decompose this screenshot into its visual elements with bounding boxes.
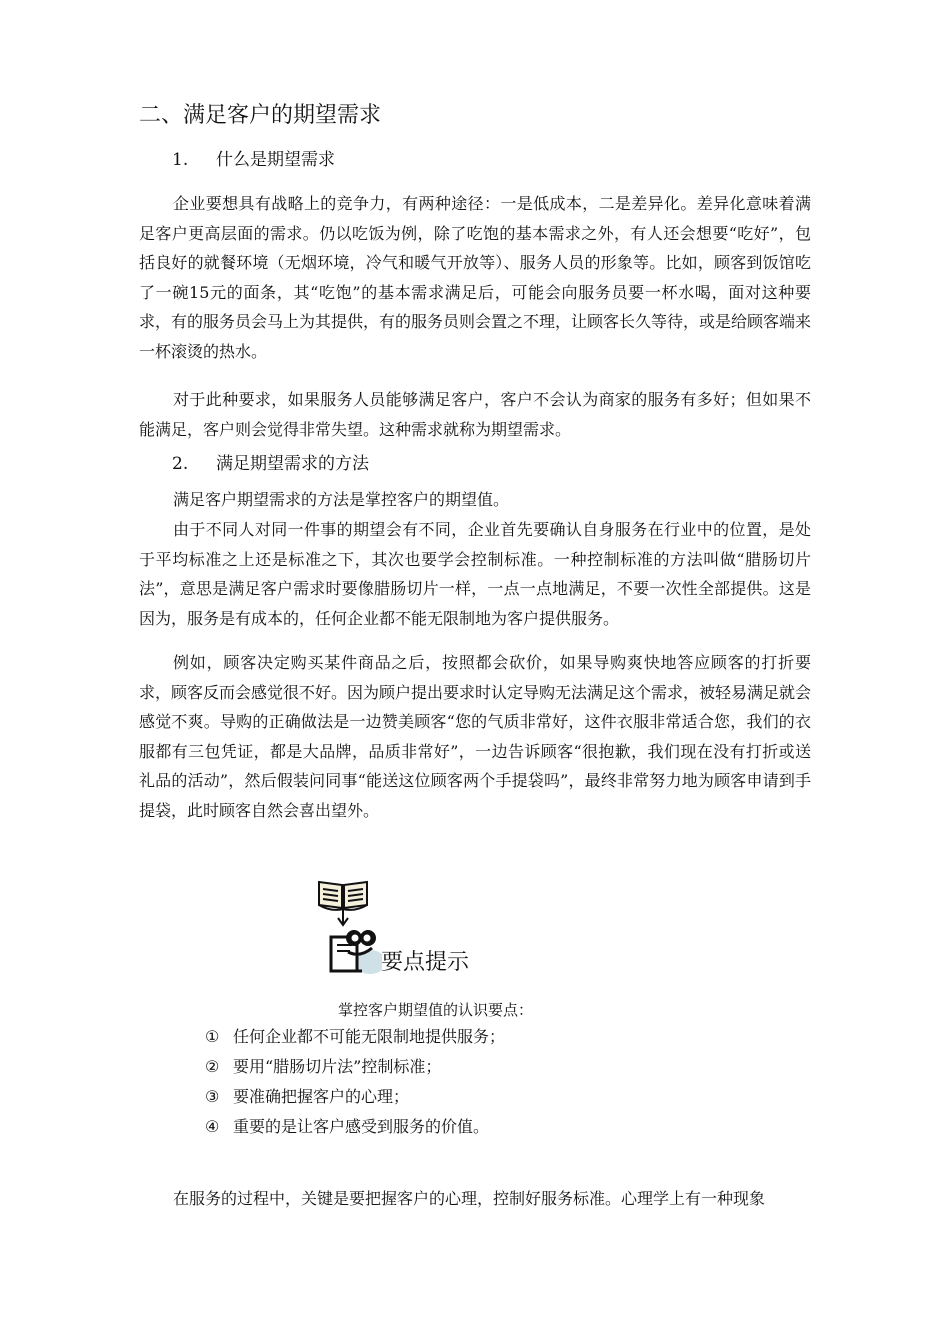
list-item bbox=[205, 1082, 505, 1112]
list-marker: ② bbox=[205, 1057, 220, 1076]
list-item bbox=[205, 1112, 505, 1142]
list-item bbox=[205, 1052, 505, 1082]
subsection-1-heading bbox=[172, 147, 335, 173]
subsection-2-number: 2. bbox=[172, 454, 189, 474]
tip-title: 要点提示 bbox=[381, 950, 470, 975]
subsection-2-title: 满足期望需求的方法 bbox=[216, 454, 369, 474]
paragraph-expectation-definition: 对于此种要求，如果服务人员能够满足客户，客户不会认为商家的服务有多好；但如果不能满足，客户则会觉得非常失望。这种需求就称为期望需求。 bbox=[139, 390, 811, 439]
list-marker: ④ bbox=[205, 1117, 220, 1136]
tip-list bbox=[205, 1022, 505, 1142]
list-item bbox=[205, 1022, 505, 1052]
paragraph-example: 例如，顾客决定购买某件商品之后，按照都会砍价，如果导购爽快地答应顾客的打折要求，顾客反而会感觉很不好。因为顾户提出要求时认定导购无法满足这个需求，被轻易满足就会感觉不爽。导购的正确做法是一边赞美顾客“您的气质非常好，这件衣服非常适合您，我们的衣服都有三包凭证，都是大品牌，品质非常好”，一边告诉顾客“很抱歉，我们现在没有打折或送礼品的活动”，然后假装问同事“能送这位顾客两个手提袋吗”，最终非常努力地为顾客申请到手提袋，此时顾客自然会喜出望外。 bbox=[139, 653, 812, 820]
tip-heading: 掌控客户期望值的认识要点： bbox=[338, 1001, 534, 1019]
subsection-2-heading bbox=[172, 451, 369, 477]
paragraph-closing: 在服务的过程中，关键是要把握客户的心理，控制好服务标准。心理学上有一种现象 bbox=[173, 1189, 766, 1208]
list-marker: ③ bbox=[205, 1087, 220, 1106]
paragraph-differentiation: 企业要想具有战略上的竞争力，有两种途径：一是低成本，二是差异化。差异化意味着满足客户更高层面的需求。仍以吃饭为例，除了吃饱的基本需求之外，有人还会想要“吃好”，包括良好的就餐环境（无烟环境，冷气和暖气开放等）、服务人员的形象等。比如，顾客到饭馆吃了一碗15元的面条，其“吃饱”的基本需求满足后，可能会向服务员要一杯水喝，面对这种要求，有的服务员会马上为其提供，有的服务员则会置之不理，让顾客长久等待，或是给顾客端来一杯滚烫的热水。 bbox=[139, 194, 812, 361]
list-item-text: 要用“腊肠切片法”控制标准； bbox=[233, 1057, 442, 1076]
subsection-1-number: 1. bbox=[172, 150, 189, 170]
list-item-text: 重要的是让客户感受到服务的价值。 bbox=[233, 1117, 490, 1136]
reading-figure-icon bbox=[328, 928, 382, 978]
paragraph-salami-method: 由于不同人对同一件事的期望会有不同，企业首先要确认自身服务在行业中的位置，是处于平均标准之上还是标准之下，其次也要学会控制标准。一种控制标准的方法叫做“腊肠切片法”，意思是满足客户需求时要像腊肠切片一样，一点一点地满足，不要一次性全部提供。这是因为，服务是有成本的，任何企业都不能无限制地为客户提供服务。 bbox=[139, 520, 811, 628]
list-item-text: 任何企业都不可能无限制地提供服务； bbox=[233, 1027, 506, 1046]
open-book-icon bbox=[316, 878, 370, 928]
list-marker: ① bbox=[205, 1027, 220, 1046]
list-item-text: 要准确把握客户的心理； bbox=[233, 1087, 410, 1106]
paragraph-method-intro: 满足客户期望需求的方法是掌控客户的期望值。 bbox=[173, 490, 510, 509]
section-title: 二、满足客户的期望需求 bbox=[139, 103, 382, 128]
subsection-1-title: 什么是期望需求 bbox=[216, 150, 335, 170]
